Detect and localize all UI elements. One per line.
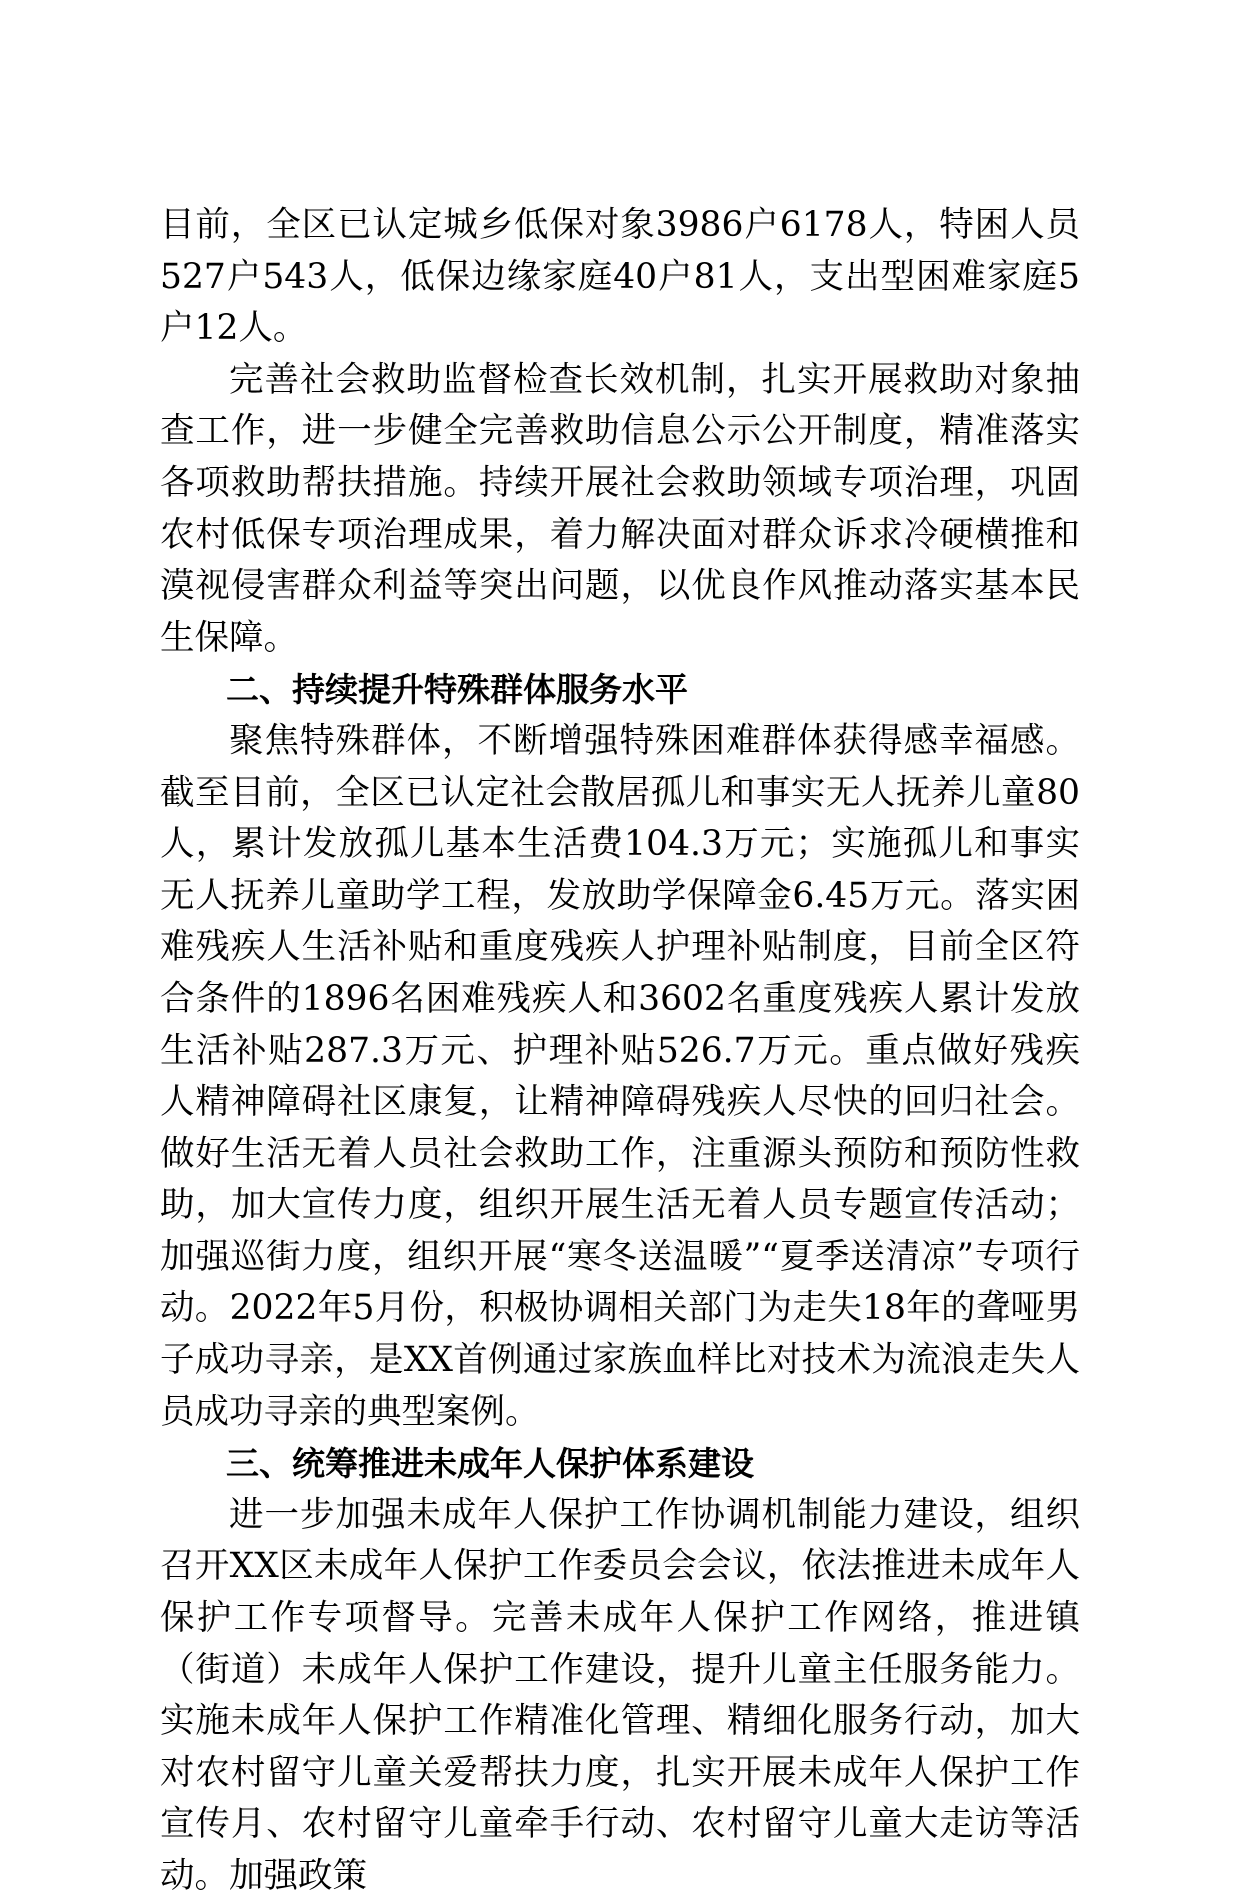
body-paragraph: 进一步加强未成年人保护工作协调机制能力建设，组织召开XX区未成年人保护工作委员会会议，依法推进未成年人保护工作专项督导。完善未成年人保护工作网络，推进镇（街道）未成年人保护工作建设，提升儿童主任服务能力。实施未成年人保护工作精准化管理、精细化服务行动，加大对农村留守儿童关爱帮扶力度，扎实开展未成年人保护工作宣传月、农村留守儿童牵手行动、农村留守儿童大走访等活动。加强政策 [160, 1494, 1080, 1896]
body-paragraph: 目前，全区已认定城乡低保对象3986户6178人，特困人员527户543人，低保边缘家庭40户81人，支出型困难家庭5户12人。 [160, 205, 1080, 349]
document-page [160, 200, 1080, 1903]
body-paragraph: 聚焦特殊群体，不断增强特殊困难群体获得感幸福感。截至目前，全区已认定社会散居孤儿和事实无人抚养儿童80人，累计发放孤儿基本生活费104.3万元；实施孤儿和事实无人抚养儿童助学工程，发放助学保障金6.45万元。落实困难残疾人生活补贴和重度残疾人护理补贴制度，目前全区符合条件的1896名困难残疾人和3602名重度残疾人累计发放生活补贴287.3万元、护理补贴526.7万元。重点做好残疾人精神障碍社区康复，让精神障碍残疾人尽快的回归社会。做好生活无着人员社会救助工作，注重源头预防和预防性救助，加大宣传力度，组织开展生活无着人员专题宣传活动；加强巡街力度，组织开展“寒冬送温暖”“夏季送清凉”专项行动。2022年5月份，积极协调相关部门为走失18年的聋哑男子成功寻亲，是XX首例通过家族血样比对技术为流浪走失人员成功寻亲的典型案例。 [160, 720, 1080, 1432]
section-heading: 三、统筹推进未成年人保护体系建设 [226, 1444, 754, 1484]
body-paragraph: 完善社会救助监督检查长效机制，扎实开展救助对象抽查工作，进一步健全完善救助信息公示公开制度，精准落实各项救助帮扶措施。持续开展社会救助领域专项治理，巩固农村低保专项治理成果，着力解决面对群众诉求冷硬横推和漠视侵害群众利益等突出问题，以优良作风推动落实基本民生保障。 [160, 359, 1080, 658]
section-heading: 二、持续提升特殊群体服务水平 [226, 670, 688, 710]
